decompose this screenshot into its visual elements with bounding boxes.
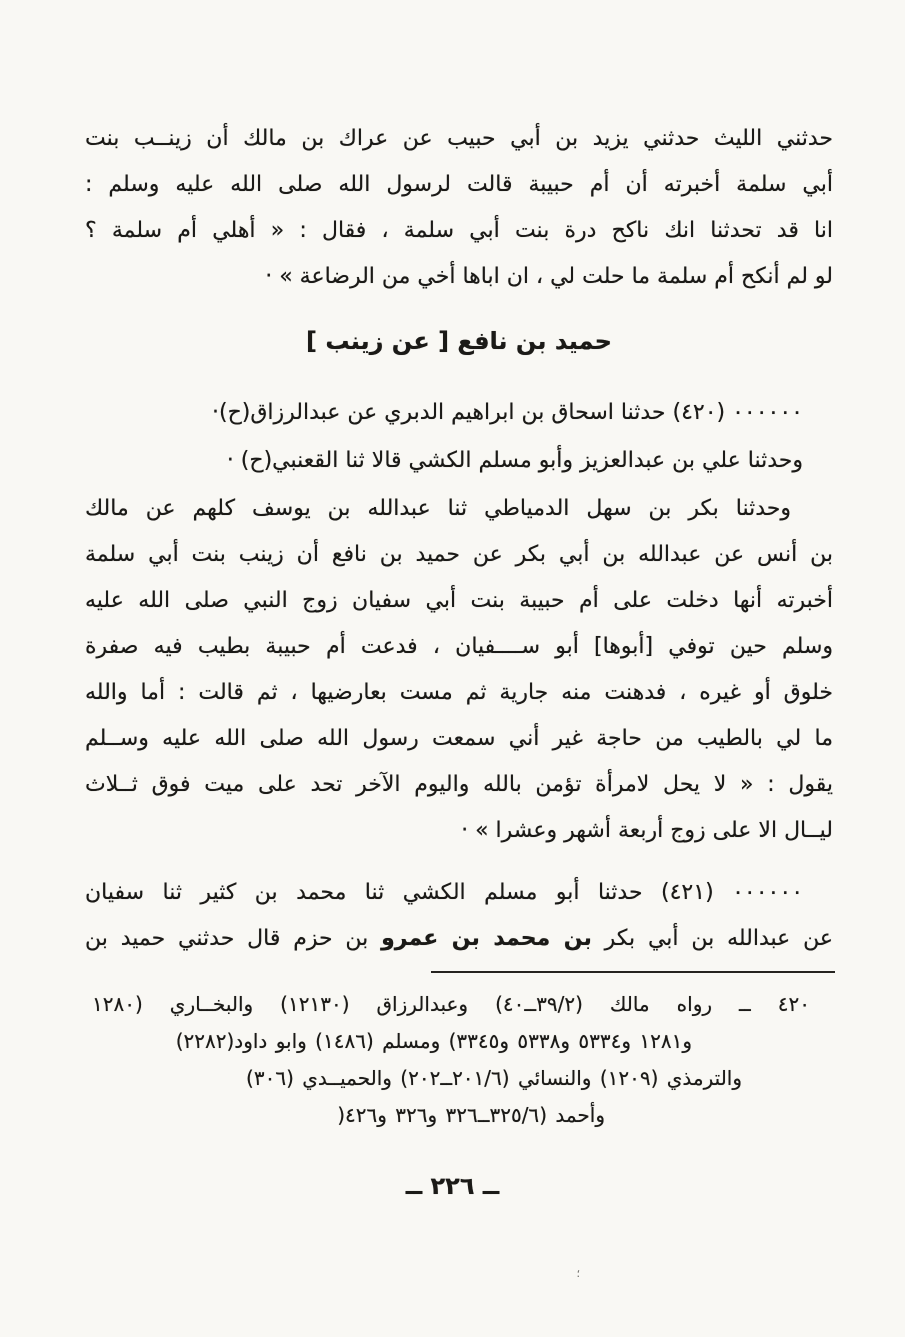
hadith-420-isnad-1 — [85, 390, 833, 436]
text-line: وسلم حين توفي [أبوها] أبو ســــفيان ، فدعت أم حبيبة بطيب فيه صفرة — [85, 634, 833, 659]
footnote-block — [92, 986, 810, 1134]
text-line: ما لي بالطيب من حاجة غير أني سمعت رسول الله صلى الله عليه وســلم — [85, 726, 833, 751]
section-heading: حميد بن نافع [ عن زينب ] — [306, 327, 612, 355]
text-line: انا قد تحدثنا انك ناكح درة بنت أبي سلمة ، فقال : « أهلي أم سلمة ؟ — [85, 218, 833, 243]
hadith-420-isnad-2 — [85, 438, 833, 484]
hadith-420-body — [85, 486, 833, 854]
isnad-segment-bold: بن محمد بن عمرو — [381, 926, 592, 951]
text-line: أبي سلمة أخبرته أن أم حبيبة قالت لرسول الله صلى الله عليه وسلم : — [85, 172, 833, 197]
text-line: يقول : « لا يحل لامرأة تؤمن بالله واليوم الآخر تحد على ميت فوق ثــلاث — [85, 772, 833, 797]
text-line: حدثني الليث حدثني يزيد بن أبي حبيب عن عراك بن مالك أن زينــب بنت — [85, 126, 833, 151]
page-number: ــ ٢٢٦ ــ — [405, 1172, 500, 1200]
hadith-421 — [85, 870, 833, 962]
footnote-separator — [431, 971, 835, 973]
paragraph-continuation — [85, 116, 833, 300]
text-line: أخبرته أنها دخلت على أم حبيبة بنت أبي سفيان زوج النبي صلى الله عليه — [85, 588, 833, 613]
text-line: وحدثنا علي بن عبدالعزيز وأبو مسلم الكشي قالا ثنا القعنبي(ح) · — [226, 448, 803, 473]
text-line: وحدثنا بكر بن سهل الدمياطي ثنا عبدالله بن يوسف كلهم عن مالك — [85, 496, 791, 521]
text-line: لو لم أنكح أم سلمة ما حلت لي ، ان اباها أخي من الرضاعة » · — [265, 264, 833, 289]
scan-artifact: ؛ — [576, 1267, 580, 1280]
footnote-line: وأحمد (٣٢٥/٦ــ٣٢٦ و٣٢٦ و٤٢٦( — [337, 1103, 605, 1127]
isnad-segment: عن عبدالله بن أبي بكر — [591, 926, 833, 951]
footnote-line: والترمذي (١٢٠٩) والنسائي (٢٠١/٦ــ٢٠٢) والحميــدي (٣٠٦) — [246, 1066, 742, 1090]
text-line: ٠٠٠٠٠٠ (٤٢٠) حدثنا اسحاق بن ابراهيم الدبري عن عبدالرزاق(ح)· — [212, 400, 803, 425]
text-line: ليــال الا على زوج أربعة أشهر وعشرا » · — [461, 818, 833, 843]
text-line: بن أنس عن عبدالله بن أبي بكر عن حميد بن نافع أن زينب بنت أبي سلمة — [85, 542, 833, 567]
footnote-line: و١٢٨١ و٥٣٣٤ و٥٣٣٨ و٣٣٤٥) ومسلم (١٤٨٦) وابو داود(٢٢٨٢) — [175, 1029, 692, 1053]
text-line — [85, 916, 833, 962]
isnad-segment: بن حزم قال حدثني حميد بن — [85, 926, 382, 951]
text-line: خلوق أو غيره ، فدهنت منه جارية ثم مست بعارضيها ، ثم قالت : أما والله — [85, 680, 833, 705]
text-line: ٠٠٠٠٠٠ (٤٢١) حدثنا أبو مسلم الكشي ثنا محمد بن كثير ثنا سفيان — [85, 880, 804, 905]
footnote-line: ٤٢٠ ــ رواه مالك (٣٩/٢ــ٤٠) وعبدالرزاق (١٢١٣٠) والبخــاري (١٢٨٠ — [92, 992, 810, 1016]
